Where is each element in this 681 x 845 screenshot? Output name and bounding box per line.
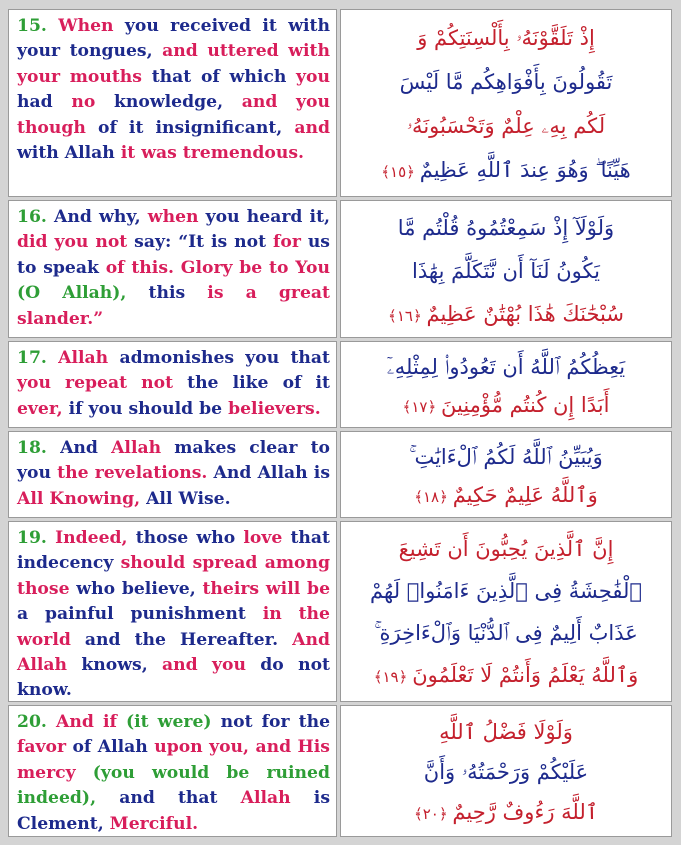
translation-segment: you heard it, <box>205 207 330 227</box>
translation-segment: of this. Glory be to You <box>105 257 330 278</box>
translation-segment: favor <box>17 737 73 758</box>
translation-segment: And why, <box>46 207 148 227</box>
translation-segment: ever, <box>17 398 69 419</box>
translation-segment: and you <box>162 655 261 676</box>
translation-segment: you received it with your tongues, <box>17 16 330 62</box>
translation-segment: this <box>148 283 208 304</box>
translation-segment: us to speak <box>17 232 330 278</box>
translation-segment: of it insignificant, <box>97 117 295 138</box>
translation-segment: had <box>17 92 72 113</box>
english-translation-15 <box>8 9 337 197</box>
translation-segment: no <box>71 92 114 113</box>
translation-segment: upon you, <box>154 737 256 758</box>
translation-segment: you repeat not <box>17 373 188 394</box>
arabic-segment: أَبَدًا إِن كُنتُم مُّؤْمِنِينَ <box>441 393 610 417</box>
arabic-line <box>351 386 661 426</box>
arabic-segment: وَٱللَّهُ يَعْلَمُ وَأَنتُمْ لَا تَعْلَمُونَ <box>412 663 639 687</box>
translation-segment: did you not <box>17 232 135 253</box>
translation-segment: and <box>294 117 330 138</box>
translation-segment: And Allah is <box>213 463 330 484</box>
ayah-number-marker: ﴿١٩﴾ <box>373 668 413 686</box>
translation-segment: When <box>46 16 125 36</box>
arabic-segment: وَلَوْلَآ إِذْ سَمِعْتُمُوهُ قُلْتُم مَّا <box>397 216 615 240</box>
translation-segment: it was tremendous. <box>120 143 304 164</box>
translation-segment: that of which <box>151 66 297 87</box>
arabic-verse-17 <box>340 341 672 428</box>
english-translation-19 <box>8 521 337 702</box>
translation-segment: Merciful. <box>109 813 199 834</box>
arabic-line <box>351 752 661 792</box>
verse-number: 18. <box>17 438 47 458</box>
translation-segment: Allah <box>46 348 120 368</box>
arabic-line <box>351 654 661 698</box>
translation-segment: a painful punishment <box>17 604 263 625</box>
translation-segment: you <box>296 66 330 87</box>
arabic-segment: ٱلْفَٰحِشَةُ فِى ٱلَّذِينَ ءَامَنُوا۟ لَهُمْ <box>370 579 642 603</box>
arabic-segment: إِذْ تَلَقَّوْنَهُۥ بِأَلْسِنَتِكُمْ وَ <box>417 26 595 50</box>
translation-segment: (it were) <box>125 712 221 732</box>
ayah-number-marker: ﴿١٥﴾ <box>381 163 420 181</box>
arabic-verse-20 <box>340 705 672 837</box>
translation-segment: those who <box>135 528 244 548</box>
translation-segment: Indeed, <box>46 528 136 548</box>
translation-segment: in the world <box>17 604 330 650</box>
translation-segment: All Knowing, <box>17 488 147 509</box>
arabic-line <box>351 438 661 476</box>
english-translation-18 <box>8 431 337 518</box>
arabic-segment: يَكُونُ لَنَآ أَن نَّتَكَلَّمَ بِهَٰذَا <box>412 259 600 283</box>
arabic-segment: لَكُم بِهِۦ عِلْمٌ وَتَحْسَبُونَهُۥ <box>406 114 606 138</box>
arabic-verse-18 <box>340 431 672 518</box>
translation-segment: do not know. <box>17 655 330 701</box>
verse-row-16 <box>8 200 672 338</box>
translation-segment: say: “It is not <box>134 232 273 253</box>
verse-row-20 <box>8 705 672 837</box>
arabic-segment: إِنَّ ٱلَّذِينَ يُحِبُّونَ أَن تَشِيعَ <box>398 537 614 561</box>
translation-segment: when <box>147 207 206 227</box>
arabic-line <box>351 16 661 60</box>
translation-segment: of Allah <box>72 737 155 758</box>
arabic-verse-16 <box>340 200 672 338</box>
translation-segment: and you though <box>17 92 330 138</box>
arabic-segment: سُبْحَٰنَكَ هَٰذَا بُهْتَٰنٌ عَظِيمٌ <box>426 302 624 326</box>
arabic-segment: عَلَيْكُمْ وَرَحْمَتُهُۥ وَأَنَّ <box>423 760 589 784</box>
arabic-line <box>351 207 661 250</box>
translation-segment: and that <box>119 788 241 809</box>
arabic-segment: عَذَابٌ أَلِيمٌ فِى ٱلدُّنْيَا وَٱلْءَاخِرَةِ ۚ <box>374 621 638 645</box>
ayah-number-marker: ﴿١٨﴾ <box>414 488 453 506</box>
verse-row-17 <box>8 341 672 428</box>
translation-segment: Allah <box>240 788 314 809</box>
arabic-line <box>351 250 661 293</box>
arabic-line <box>351 293 661 338</box>
verse-row-15 <box>8 9 672 197</box>
translation-segment: the like of it <box>187 373 330 394</box>
arabic-line <box>351 148 661 194</box>
arabic-line <box>351 476 661 516</box>
translation-segment: if you should be <box>68 398 229 419</box>
arabic-verse-19 <box>340 521 672 702</box>
translation-segment: And Allah <box>17 629 330 676</box>
translation-segment: for <box>272 232 308 253</box>
translation-segment: not for the <box>220 712 330 732</box>
arabic-segment: تَقُولُونَ بِأَفْوَاهِكُم مَّا لَيْسَ <box>399 70 613 94</box>
english-translation-16 <box>8 200 337 338</box>
verse-number: 16. <box>17 207 47 227</box>
ayah-number-marker: ﴿٢٠﴾ <box>413 805 453 823</box>
arabic-segment: وَلَوْلَا فَضْلُ ٱللَّهِ <box>439 720 573 744</box>
arabic-line <box>351 712 661 752</box>
arabic-segment: وَيُبَيِّنُ ٱللَّهُ لَكُمُ ٱلْءَايَٰتِ ۚ <box>409 445 603 469</box>
translation-segment: All Wise. <box>146 488 231 509</box>
translation-segment: and the Hereafter. <box>84 629 293 650</box>
translation-segment: And <box>46 438 112 458</box>
arabic-verse-15 <box>340 9 672 197</box>
translation-segment: with Allah <box>17 143 121 164</box>
english-translation-20 <box>8 705 337 837</box>
verse-number: 15. <box>17 16 47 36</box>
translation-segment: and His mercy <box>17 737 330 783</box>
translation-segment: makes clear to you <box>17 438 330 484</box>
ayah-number-marker: ﴿١٧﴾ <box>402 398 441 416</box>
arabic-line <box>351 60 661 104</box>
translation-segment: should spread among those <box>17 553 330 599</box>
arabic-line <box>351 104 661 148</box>
verse-row-18 <box>8 431 672 518</box>
verse-row-19 <box>8 521 672 702</box>
translation-segment: (you would be ruined indeed), <box>17 762 330 809</box>
translation-segment: (O Allah), <box>17 283 149 304</box>
translation-segment: is a great slander.” <box>17 283 330 329</box>
arabic-segment: وَٱللَّهُ عَلِيمٌ حَكِيمٌ <box>452 483 598 507</box>
translation-segment: knowledge, <box>113 92 242 113</box>
translation-segment: is Clement, <box>17 788 331 834</box>
translation-segment: believers. <box>228 398 321 419</box>
ayah-number-marker: ﴿١٦﴾ <box>388 307 427 325</box>
translation-segment: who believe, <box>76 578 203 599</box>
verse-number: 17. <box>17 348 47 368</box>
translation-segment: knows, <box>81 655 163 676</box>
translation-segment: Allah <box>111 438 175 458</box>
translation-segment: and uttered with your mouths <box>17 41 330 87</box>
translation-segment: that indecency <box>17 528 330 574</box>
arabic-line <box>351 792 661 834</box>
arabic-line <box>351 528 661 570</box>
arabic-segment: يَعِظُكُمُ ٱللَّهُ أَن تَعُودُوا۟ لِمِثْلِهِۦٓ <box>386 355 626 379</box>
translation-segment: And if <box>46 712 126 732</box>
arabic-segment: ٱللَّهَ رَءُوفٌ رَّحِيمٌ <box>452 800 599 824</box>
english-translation-17 <box>8 341 337 428</box>
arabic-line <box>351 348 661 386</box>
arabic-line <box>351 612 661 654</box>
arabic-line <box>351 570 661 612</box>
verse-number: 20. <box>17 712 47 732</box>
verse-number: 19. <box>17 528 47 548</box>
translation-segment: theirs will be <box>202 578 330 599</box>
translation-segment: love <box>243 528 291 548</box>
translation-segment: the revelations. <box>57 463 214 484</box>
translation-segment: admonishes you that <box>119 348 331 368</box>
arabic-segment: هَيِّنًا ۖ وَهُوَ عِندَ ٱللَّهِ عَظِيمٌ <box>419 158 631 182</box>
